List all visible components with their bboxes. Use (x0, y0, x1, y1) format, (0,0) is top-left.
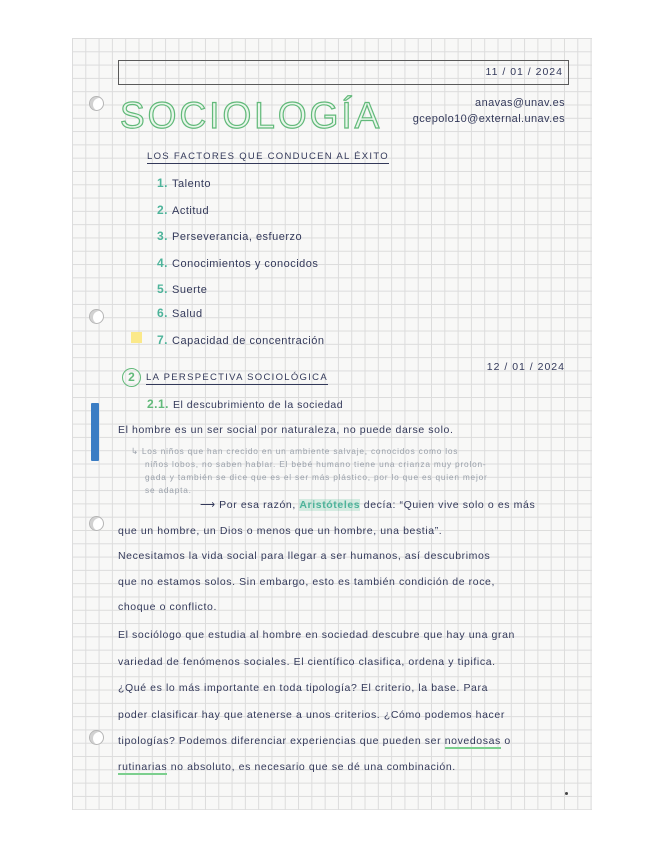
punch-hole (89, 516, 104, 531)
date-entry: 12 / 01 / 2024 (486, 361, 565, 373)
list-number: 7. (157, 333, 169, 347)
underlined-term: rutinarias (118, 761, 168, 773)
note-line: ↳ Los niños que han crecido en un ambiente salvaje, conocidos como los (131, 446, 459, 456)
page-title: SOCIOLOGÍA (120, 95, 383, 136)
contact-email: anavas@unav.es (475, 97, 565, 109)
list-item-text: Talento (172, 178, 211, 190)
text-line (118, 735, 511, 747)
list-number: 2. (157, 203, 169, 217)
section-heading: LOS FACTORES QUE CONDUCEN AL ÉXITO (147, 151, 389, 162)
list-item-text: Conocimientos y conocidos (172, 258, 319, 270)
text-line (118, 761, 456, 773)
list-number: 6. (157, 306, 169, 320)
text-line: que no estamos solos. Sin embargo, esto es también condición de roce, (118, 576, 496, 588)
contact-email: gcepolo10@external.unav.es (412, 113, 565, 125)
section-heading: LA PERSPECTIVA SOCIOLÓGICA (146, 372, 328, 383)
note-line: niños lobos, no saben hablar. El bebé humano tiene una crianza muy prolon- (145, 459, 487, 469)
list-item (157, 306, 203, 320)
text-line: choque o conflicto. (118, 601, 217, 613)
text-line: Necesitamos la vida social para llegar a ser humanos, así descubrimos (118, 550, 491, 562)
punch-hole (89, 309, 104, 324)
text-line: El sociólogo que estudia al hombre en sociedad descubre que hay una gran (118, 629, 515, 641)
list-item (157, 256, 318, 270)
subsection-number: 2.1. (147, 397, 170, 411)
text-line: variedad de fenómenos sociales. El científico clasifica, ordena y tipifica. (118, 656, 496, 668)
highlighted-name: Aristóteles (299, 499, 361, 511)
quote-text: decía: “Quien vive solo o es más (360, 499, 536, 511)
text-line: poder clasificar hay que atenerse a unos criterios. ¿Cómo podemos hacer (118, 709, 505, 721)
text-line: que un hombre, un Dios o menos que un hombre, una bestia”. (118, 525, 443, 537)
text-segment: no absoluto, es necesario que se dé una combinación. (167, 761, 456, 773)
list-item (157, 229, 302, 243)
highlight-mark (131, 332, 142, 343)
punch-hole (89, 96, 104, 111)
list-number: 5. (157, 282, 169, 296)
date-box (118, 60, 569, 85)
list-item-text: Perseverancia, esfuerzo (172, 231, 303, 243)
list-item (157, 333, 324, 347)
list-item-text: Actitud (172, 205, 210, 217)
list-item-text: Suerte (172, 284, 208, 296)
subsection-title (147, 397, 343, 411)
text-segment: tipologías? Podemos diferenciar experiencias que pueden ser (118, 735, 445, 747)
list-number: 3. (157, 229, 169, 243)
side-sticker (91, 403, 99, 461)
list-number: 1. (157, 176, 169, 190)
note-line: se adapta. (145, 485, 192, 495)
subsection-title-text: El descubrimiento de la sociedad (173, 399, 344, 411)
text-line: ¿Qué es lo más importante en toda tipología? El criterio, la base. Para (118, 682, 489, 694)
page-mark (565, 792, 568, 795)
date-header: 11 / 01 / 2024 (485, 66, 563, 78)
punch-hole (89, 730, 104, 745)
section-number-badge: 2 (122, 368, 141, 387)
list-number: 4. (157, 256, 169, 270)
text-segment: o (500, 735, 511, 747)
list-item-text: Capacidad de concentración (172, 335, 325, 347)
list-item (157, 203, 209, 217)
text-line: El hombre es un ser social por naturaleza, no puede darse solo. (118, 424, 454, 436)
list-item-text: Salud (172, 308, 203, 320)
underlined-term: novedosas (444, 735, 501, 747)
note-line: gada y también se dice que es el ser más plástico, por lo que es quien mejor (145, 472, 488, 482)
quote-intro: ⟶ Por esa razón, (200, 499, 300, 511)
list-item (157, 176, 211, 190)
list-item (157, 282, 207, 296)
text-line (200, 499, 535, 511)
